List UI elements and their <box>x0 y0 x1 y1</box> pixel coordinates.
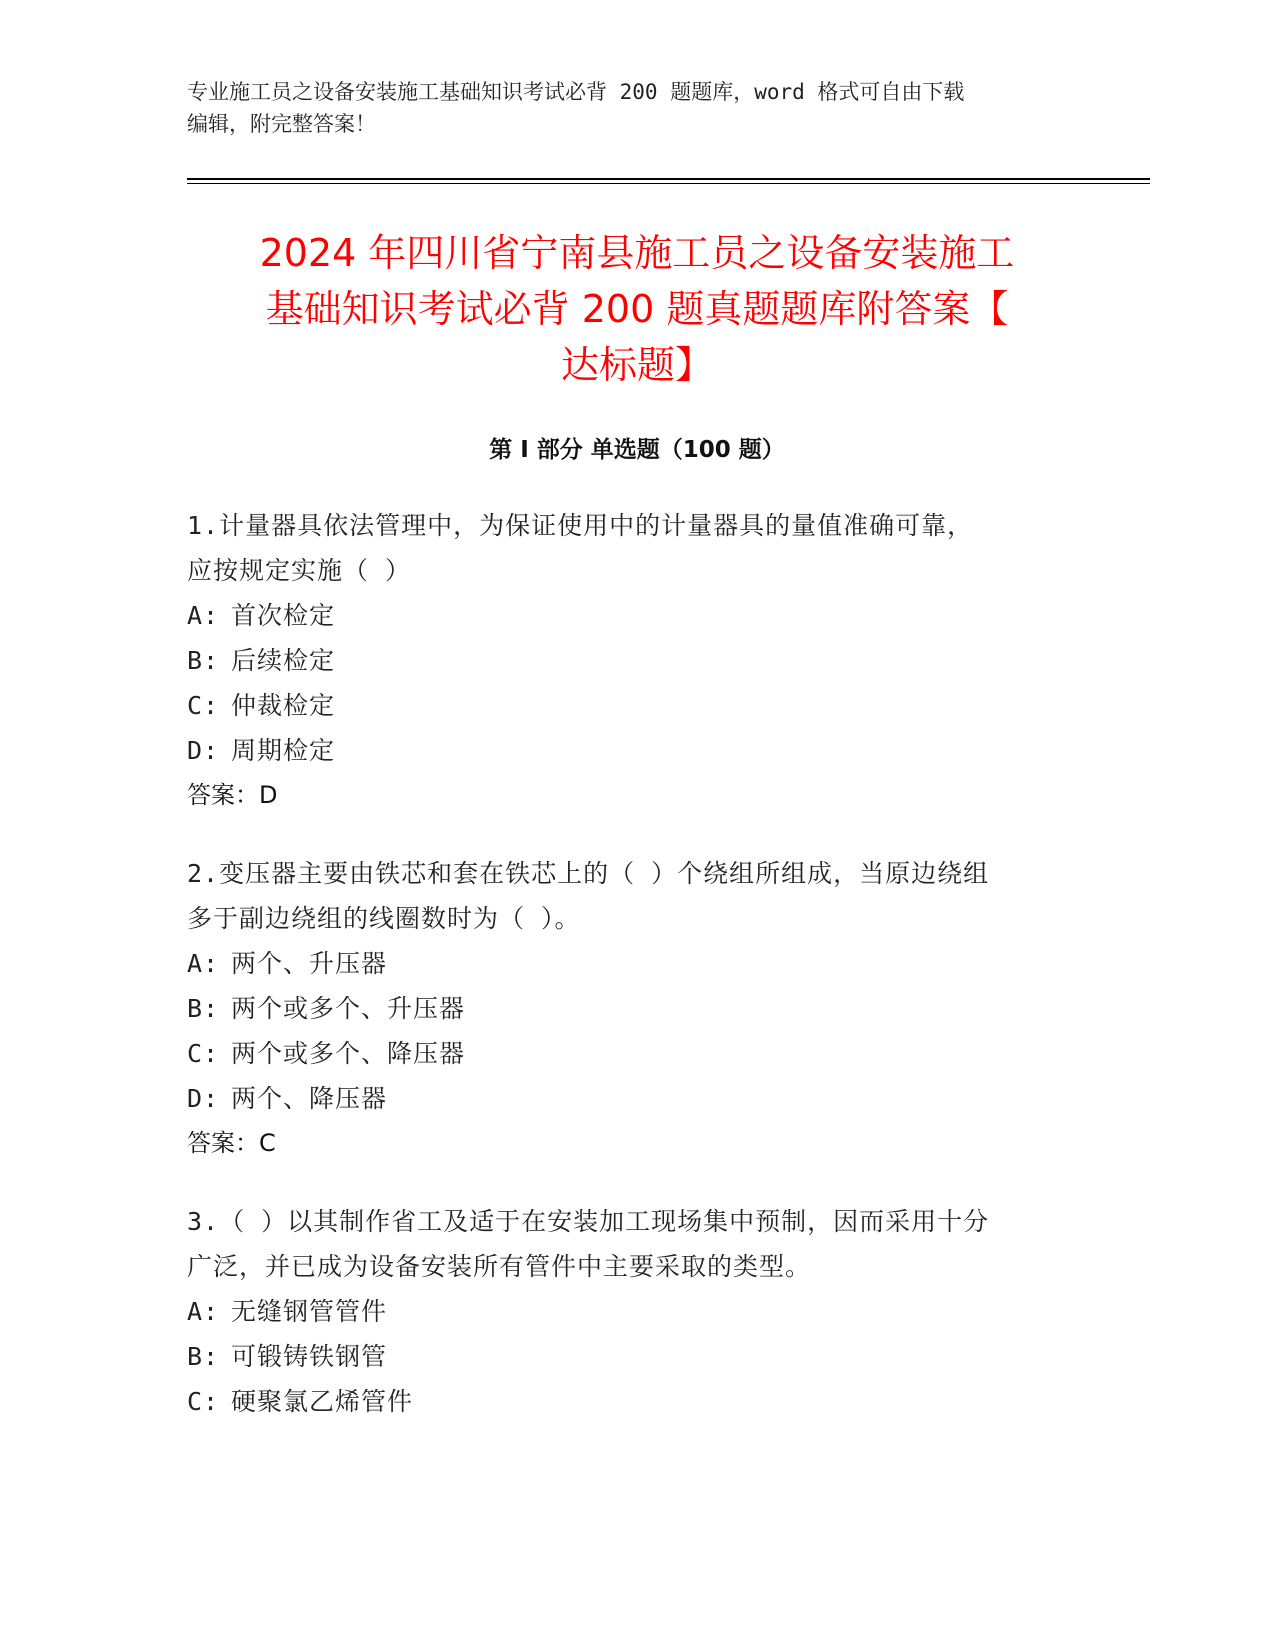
option-text: 硬聚氯乙烯管件 <box>231 1387 414 1416</box>
option-key: A: <box>187 601 220 630</box>
option-text: 首次检定 <box>231 601 336 630</box>
question-1-stem-line-2: 应按规定实施（ ） <box>187 556 412 585</box>
option-key: A: <box>187 949 220 978</box>
option-text: 仲裁检定 <box>231 691 336 720</box>
question-1-option-d <box>187 728 1087 773</box>
section-title: 第 I 部分 单选题（100 题） <box>489 437 785 463</box>
question-1-option-a <box>187 593 1087 638</box>
header-divider-thick <box>187 178 1150 180</box>
document-title-line-2: 基础知识考试必背 200 题真题题库附答案【 <box>265 287 1009 331</box>
option-key: B: <box>187 1342 220 1371</box>
option-text: 可锻铸铁钢管 <box>231 1342 388 1371</box>
question-3-option-a <box>187 1289 1087 1334</box>
question-2-stem-line-1: 2.变压器主要由铁芯和套在铁芯上的（ ）个绕组所组成，当原边绕组 <box>187 859 990 888</box>
option-text: 无缝钢管管件 <box>231 1297 388 1326</box>
question-3-stem-line-2: 广泛，并已成为设备安装所有管件中主要采取的类型。 <box>187 1252 812 1281</box>
header-note <box>187 76 1087 140</box>
header-note-line-2: 编辑，附完整答案！ <box>187 112 376 136</box>
question-2 <box>187 851 1087 1166</box>
option-text: 两个或多个、升压器 <box>231 994 466 1023</box>
option-key: C: <box>187 1039 220 1068</box>
option-key: B: <box>187 994 220 1023</box>
option-key: B: <box>187 646 220 675</box>
question-2-answer: 答案：C <box>187 1129 276 1157</box>
question-1-answer: 答案：D <box>187 781 278 809</box>
option-key: D: <box>187 1084 220 1113</box>
document-title <box>187 225 1087 393</box>
option-text: 后续检定 <box>231 646 336 675</box>
option-key: C: <box>187 691 220 720</box>
option-text: 周期检定 <box>231 736 336 765</box>
question-2-option-a <box>187 941 1087 986</box>
question-1 <box>187 503 1087 818</box>
question-2-stem-line-2: 多于副边绕组的线圈数时为（ ）。 <box>187 904 581 933</box>
option-text: 两个、升压器 <box>231 949 388 978</box>
question-3-option-b <box>187 1334 1087 1379</box>
option-key: A: <box>187 1297 220 1326</box>
option-key: D: <box>187 736 220 765</box>
question-2-option-d <box>187 1076 1087 1121</box>
option-text: 两个、降压器 <box>231 1084 388 1113</box>
document-title-line-3: 达标题】 <box>560 343 713 387</box>
question-3 <box>187 1199 1087 1424</box>
option-key: C: <box>187 1387 220 1416</box>
question-1-option-b <box>187 638 1087 683</box>
header-divider-thin <box>187 183 1150 184</box>
question-1-stem-line-1: 1.计量器具依法管理中，为保证使用中的计量器具的量值准确可靠， <box>187 511 974 540</box>
question-3-option-c <box>187 1379 1087 1424</box>
header-note-line-1: 专业施工员之设备安装施工基础知识考试必背 200 题题库，word 格式可自由下载 <box>187 80 965 104</box>
question-3-stem-line-1: 3.（ ）以其制作省工及适于在安装加工现场集中预制，因而采用十分 <box>187 1207 990 1236</box>
option-text: 两个或多个、降压器 <box>231 1039 466 1068</box>
question-1-option-c <box>187 683 1087 728</box>
question-2-option-c <box>187 1031 1087 1076</box>
document-title-line-1: 2024 年四川省宁南县施工员之设备安装施工 <box>259 231 1015 275</box>
question-2-option-b <box>187 986 1087 1031</box>
